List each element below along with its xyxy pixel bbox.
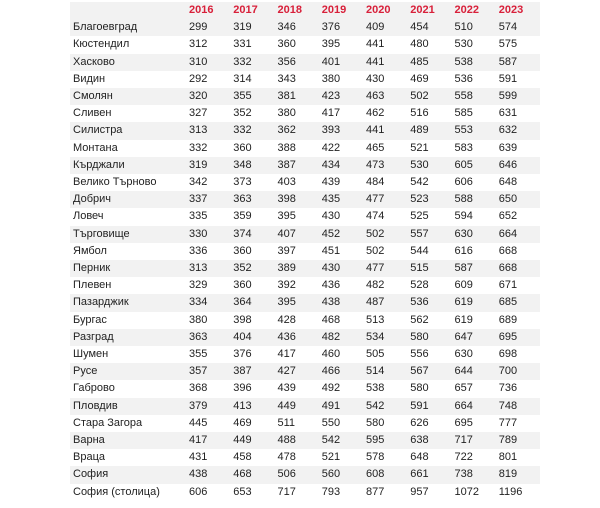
- value-cell: 595: [363, 432, 407, 449]
- value-cell: 454: [407, 19, 451, 36]
- value-cell: 1072: [452, 484, 496, 501]
- region-name-cell: Шумен: [70, 346, 186, 363]
- value-cell: 534: [363, 329, 407, 346]
- value-cell: 403: [275, 174, 319, 191]
- value-cell: 558: [452, 88, 496, 105]
- table-row: [70, 329, 540, 346]
- value-cell: 404: [230, 329, 274, 346]
- value-cell: 436: [275, 329, 319, 346]
- table-row: [70, 191, 540, 208]
- value-cell: 422: [319, 140, 363, 157]
- value-cell: 550: [319, 415, 363, 432]
- value-cell: 462: [363, 105, 407, 122]
- value-cell: 650: [496, 191, 540, 208]
- region-name-cell: Монтана: [70, 140, 186, 157]
- table-row: [70, 346, 540, 363]
- value-cell: 591: [407, 398, 451, 415]
- value-cell: 578: [363, 449, 407, 466]
- value-cell: 580: [407, 329, 451, 346]
- value-cell: 695: [452, 415, 496, 432]
- value-cell: 355: [230, 88, 274, 105]
- value-cell: 630: [452, 346, 496, 363]
- value-cell: 1196: [496, 484, 540, 501]
- value-cell: 489: [407, 122, 451, 139]
- value-cell: 439: [275, 380, 319, 397]
- value-cell: 434: [319, 157, 363, 174]
- header-cell-year: 2021: [407, 2, 451, 19]
- value-cell: 441: [363, 36, 407, 53]
- table-row: [70, 415, 540, 432]
- value-cell: 502: [363, 226, 407, 243]
- value-cell: 671: [496, 277, 540, 294]
- value-cell: 619: [452, 294, 496, 311]
- value-cell: 639: [496, 140, 540, 157]
- value-cell: 431: [186, 449, 230, 466]
- value-cell: 626: [407, 415, 451, 432]
- value-cell: 346: [275, 19, 319, 36]
- region-name-cell: Плевен: [70, 277, 186, 294]
- value-cell: 516: [407, 105, 451, 122]
- value-cell: 329: [186, 277, 230, 294]
- header-cell-year: 2019: [319, 2, 363, 19]
- value-cell: 487: [363, 294, 407, 311]
- value-cell: 435: [319, 191, 363, 208]
- value-cell: 352: [230, 260, 274, 277]
- value-cell: 538: [363, 380, 407, 397]
- region-name-cell: Кюстендил: [70, 36, 186, 53]
- value-cell: 606: [186, 484, 230, 501]
- value-cell: 428: [275, 312, 319, 329]
- value-cell: 360: [230, 243, 274, 260]
- table-row: [70, 174, 540, 191]
- value-cell: 355: [186, 346, 230, 363]
- value-cell: 468: [319, 312, 363, 329]
- value-cell: 664: [496, 226, 540, 243]
- value-cell: 644: [452, 363, 496, 380]
- table-row: [70, 122, 540, 139]
- data-table: [70, 2, 540, 501]
- value-cell: 647: [452, 329, 496, 346]
- value-cell: 449: [230, 432, 274, 449]
- value-cell: 343: [275, 71, 319, 88]
- value-cell: 397: [275, 243, 319, 260]
- table-row: [70, 19, 540, 36]
- value-cell: 717: [275, 484, 319, 501]
- value-cell: 700: [496, 363, 540, 380]
- value-cell: 599: [496, 88, 540, 105]
- value-cell: 395: [319, 36, 363, 53]
- value-cell: 695: [496, 329, 540, 346]
- value-cell: 648: [407, 449, 451, 466]
- value-cell: 542: [407, 174, 451, 191]
- value-cell: 689: [496, 312, 540, 329]
- table-row: [70, 277, 540, 294]
- value-cell: 389: [275, 260, 319, 277]
- value-cell: 387: [230, 363, 274, 380]
- value-cell: 521: [319, 449, 363, 466]
- value-cell: 664: [452, 398, 496, 415]
- value-cell: 320: [186, 88, 230, 105]
- table-row: [70, 226, 540, 243]
- value-cell: 396: [230, 380, 274, 397]
- region-name-cell: Враца: [70, 449, 186, 466]
- value-cell: 469: [230, 415, 274, 432]
- value-cell: 877: [363, 484, 407, 501]
- data-table-container: [70, 2, 540, 501]
- region-name-cell: София: [70, 466, 186, 483]
- value-cell: 332: [230, 54, 274, 71]
- value-cell: 352: [230, 105, 274, 122]
- value-cell: 488: [275, 432, 319, 449]
- region-name-cell: Благоевград: [70, 19, 186, 36]
- value-cell: 630: [452, 226, 496, 243]
- value-cell: 451: [319, 243, 363, 260]
- value-cell: 514: [363, 363, 407, 380]
- region-name-cell: Разград: [70, 329, 186, 346]
- value-cell: 538: [452, 54, 496, 71]
- value-cell: 439: [319, 174, 363, 191]
- value-cell: 368: [186, 380, 230, 397]
- header-cell-year: 2017: [230, 2, 274, 19]
- region-name-cell: Перник: [70, 260, 186, 277]
- value-cell: 458: [230, 449, 274, 466]
- region-name-cell: Смолян: [70, 88, 186, 105]
- value-cell: 319: [186, 157, 230, 174]
- value-cell: 313: [186, 260, 230, 277]
- value-cell: 430: [319, 208, 363, 225]
- value-cell: 528: [407, 277, 451, 294]
- value-cell: 292: [186, 71, 230, 88]
- table-row: [70, 71, 540, 88]
- region-name-cell: Ловеч: [70, 208, 186, 225]
- region-name-cell: Габрово: [70, 380, 186, 397]
- value-cell: 342: [186, 174, 230, 191]
- value-cell: 668: [496, 260, 540, 277]
- value-cell: 357: [186, 363, 230, 380]
- value-cell: 445: [186, 415, 230, 432]
- value-cell: 510: [452, 19, 496, 36]
- region-name-cell: Кърджали: [70, 157, 186, 174]
- value-cell: 360: [230, 140, 274, 157]
- region-name-cell: Стара Загора: [70, 415, 186, 432]
- value-cell: 668: [496, 243, 540, 260]
- value-cell: 336: [186, 243, 230, 260]
- value-cell: 441: [363, 122, 407, 139]
- value-cell: 777: [496, 415, 540, 432]
- table-row: [70, 466, 540, 483]
- region-name-cell: Хасково: [70, 54, 186, 71]
- value-cell: 515: [407, 260, 451, 277]
- value-cell: 380: [319, 71, 363, 88]
- value-cell: 605: [452, 157, 496, 174]
- value-cell: 398: [275, 191, 319, 208]
- value-cell: 619: [452, 312, 496, 329]
- value-cell: 299: [186, 19, 230, 36]
- value-cell: 468: [230, 466, 274, 483]
- value-cell: 482: [363, 277, 407, 294]
- value-cell: 521: [407, 140, 451, 157]
- header-cell-year: 2020: [363, 2, 407, 19]
- value-cell: 319: [230, 19, 274, 36]
- value-cell: 392: [275, 277, 319, 294]
- value-cell: 332: [186, 140, 230, 157]
- value-cell: 567: [407, 363, 451, 380]
- header-cell-year: 2022: [452, 2, 496, 19]
- value-cell: 430: [363, 71, 407, 88]
- value-cell: 484: [363, 174, 407, 191]
- value-cell: 542: [319, 432, 363, 449]
- region-name-cell: Ямбол: [70, 243, 186, 260]
- value-cell: 376: [230, 346, 274, 363]
- value-cell: 631: [496, 105, 540, 122]
- table-row: [70, 312, 540, 329]
- value-cell: 314: [230, 71, 274, 88]
- value-cell: 609: [452, 277, 496, 294]
- value-cell: 536: [407, 294, 451, 311]
- region-name-cell: Видин: [70, 71, 186, 88]
- value-cell: 511: [275, 415, 319, 432]
- value-cell: 398: [230, 312, 274, 329]
- value-cell: 401: [319, 54, 363, 71]
- value-cell: 477: [363, 260, 407, 277]
- value-cell: 562: [407, 312, 451, 329]
- value-cell: 560: [319, 466, 363, 483]
- value-cell: 331: [230, 36, 274, 53]
- value-cell: 594: [452, 208, 496, 225]
- value-cell: 380: [186, 312, 230, 329]
- region-name-cell: Пловдив: [70, 398, 186, 415]
- value-cell: 485: [407, 54, 451, 71]
- value-cell: 748: [496, 398, 540, 415]
- value-cell: 417: [186, 432, 230, 449]
- value-cell: 360: [230, 277, 274, 294]
- value-cell: 819: [496, 466, 540, 483]
- value-cell: 580: [407, 380, 451, 397]
- region-name-cell: Силистра: [70, 122, 186, 139]
- value-cell: 523: [407, 191, 451, 208]
- value-cell: 364: [230, 294, 274, 311]
- value-cell: 330: [186, 226, 230, 243]
- value-cell: 530: [452, 36, 496, 53]
- value-cell: 638: [407, 432, 451, 449]
- value-cell: 738: [452, 466, 496, 483]
- value-cell: 587: [452, 260, 496, 277]
- value-cell: 525: [407, 208, 451, 225]
- value-cell: 736: [496, 380, 540, 397]
- value-cell: 332: [230, 122, 274, 139]
- table-row: [70, 363, 540, 380]
- value-cell: 505: [363, 346, 407, 363]
- value-cell: 557: [407, 226, 451, 243]
- table-row: [70, 294, 540, 311]
- value-cell: 583: [452, 140, 496, 157]
- value-cell: 381: [275, 88, 319, 105]
- value-cell: 482: [319, 329, 363, 346]
- value-cell: 438: [186, 466, 230, 483]
- table-row: [70, 484, 540, 501]
- value-cell: 376: [319, 19, 363, 36]
- value-cell: 473: [363, 157, 407, 174]
- table-row: [70, 54, 540, 71]
- value-cell: 698: [496, 346, 540, 363]
- value-cell: 553: [452, 122, 496, 139]
- table-row: [70, 398, 540, 415]
- value-cell: 466: [319, 363, 363, 380]
- value-cell: 608: [363, 466, 407, 483]
- value-cell: 313: [186, 122, 230, 139]
- region-name-cell: Сливен: [70, 105, 186, 122]
- value-cell: 413: [230, 398, 274, 415]
- value-cell: 646: [496, 157, 540, 174]
- region-name-cell: Добрич: [70, 191, 186, 208]
- value-cell: 513: [363, 312, 407, 329]
- value-cell: 478: [275, 449, 319, 466]
- header-cell-region: [70, 2, 186, 19]
- table-row: [70, 380, 540, 397]
- value-cell: 334: [186, 294, 230, 311]
- value-cell: 423: [319, 88, 363, 105]
- value-cell: 616: [452, 243, 496, 260]
- value-cell: 587: [496, 54, 540, 71]
- value-cell: 661: [407, 466, 451, 483]
- region-name-cell: Пазарджик: [70, 294, 186, 311]
- value-cell: 438: [319, 294, 363, 311]
- value-cell: 348: [230, 157, 274, 174]
- value-cell: 449: [275, 398, 319, 415]
- value-cell: 580: [363, 415, 407, 432]
- table-row: [70, 243, 540, 260]
- region-name-cell: Велико Търново: [70, 174, 186, 191]
- value-cell: 395: [275, 208, 319, 225]
- region-name-cell: Търговище: [70, 226, 186, 243]
- value-cell: 327: [186, 105, 230, 122]
- value-cell: 957: [407, 484, 451, 501]
- value-cell: 359: [230, 208, 274, 225]
- value-cell: 335: [186, 208, 230, 225]
- value-cell: 380: [275, 105, 319, 122]
- table-row: [70, 260, 540, 277]
- value-cell: 407: [275, 226, 319, 243]
- header-cell-year: 2018: [275, 2, 319, 19]
- value-cell: 542: [363, 398, 407, 415]
- value-cell: 657: [452, 380, 496, 397]
- value-cell: 492: [319, 380, 363, 397]
- value-cell: 506: [275, 466, 319, 483]
- value-cell: 337: [186, 191, 230, 208]
- value-cell: 544: [407, 243, 451, 260]
- value-cell: 430: [319, 260, 363, 277]
- value-cell: 387: [275, 157, 319, 174]
- value-cell: 465: [363, 140, 407, 157]
- value-cell: 722: [452, 449, 496, 466]
- value-cell: 417: [319, 105, 363, 122]
- value-cell: 417: [275, 346, 319, 363]
- table-row: [70, 140, 540, 157]
- value-cell: 474: [363, 208, 407, 225]
- table-body: [70, 19, 540, 501]
- value-cell: 536: [452, 71, 496, 88]
- value-cell: 789: [496, 432, 540, 449]
- value-cell: 591: [496, 71, 540, 88]
- value-cell: 312: [186, 36, 230, 53]
- header-cell-year: 2023: [496, 2, 540, 19]
- table-row: [70, 432, 540, 449]
- value-cell: 379: [186, 398, 230, 415]
- region-name-cell: Варна: [70, 432, 186, 449]
- value-cell: 606: [452, 174, 496, 191]
- value-cell: 373: [230, 174, 274, 191]
- value-cell: 717: [452, 432, 496, 449]
- value-cell: 362: [275, 122, 319, 139]
- value-cell: 801: [496, 449, 540, 466]
- value-cell: 427: [275, 363, 319, 380]
- value-cell: 477: [363, 191, 407, 208]
- value-cell: 653: [230, 484, 274, 501]
- table-row: [70, 449, 540, 466]
- header-row: [70, 2, 540, 19]
- table-row: [70, 88, 540, 105]
- value-cell: 648: [496, 174, 540, 191]
- value-cell: 530: [407, 157, 451, 174]
- value-cell: 363: [230, 191, 274, 208]
- value-cell: 310: [186, 54, 230, 71]
- value-cell: 463: [363, 88, 407, 105]
- value-cell: 588: [452, 191, 496, 208]
- value-cell: 452: [319, 226, 363, 243]
- region-name-cell: София (столица): [70, 484, 186, 501]
- value-cell: 356: [275, 54, 319, 71]
- value-cell: 393: [319, 122, 363, 139]
- value-cell: 502: [363, 243, 407, 260]
- value-cell: 395: [275, 294, 319, 311]
- region-name-cell: Бургас: [70, 312, 186, 329]
- value-cell: 556: [407, 346, 451, 363]
- value-cell: 480: [407, 36, 451, 53]
- value-cell: 441: [363, 54, 407, 71]
- value-cell: 409: [363, 19, 407, 36]
- table-row: [70, 157, 540, 174]
- value-cell: 652: [496, 208, 540, 225]
- value-cell: 502: [407, 88, 451, 105]
- header-cell-year: 2016: [186, 2, 230, 19]
- value-cell: 436: [319, 277, 363, 294]
- value-cell: 632: [496, 122, 540, 139]
- table-row: [70, 208, 540, 225]
- value-cell: 360: [275, 36, 319, 53]
- table-row: [70, 36, 540, 53]
- value-cell: 585: [452, 105, 496, 122]
- table-row: [70, 105, 540, 122]
- value-cell: 685: [496, 294, 540, 311]
- value-cell: 388: [275, 140, 319, 157]
- value-cell: 469: [407, 71, 451, 88]
- value-cell: 575: [496, 36, 540, 53]
- value-cell: 460: [319, 346, 363, 363]
- region-name-cell: Русе: [70, 363, 186, 380]
- value-cell: 363: [186, 329, 230, 346]
- value-cell: 793: [319, 484, 363, 501]
- value-cell: 574: [496, 19, 540, 36]
- value-cell: 374: [230, 226, 274, 243]
- value-cell: 491: [319, 398, 363, 415]
